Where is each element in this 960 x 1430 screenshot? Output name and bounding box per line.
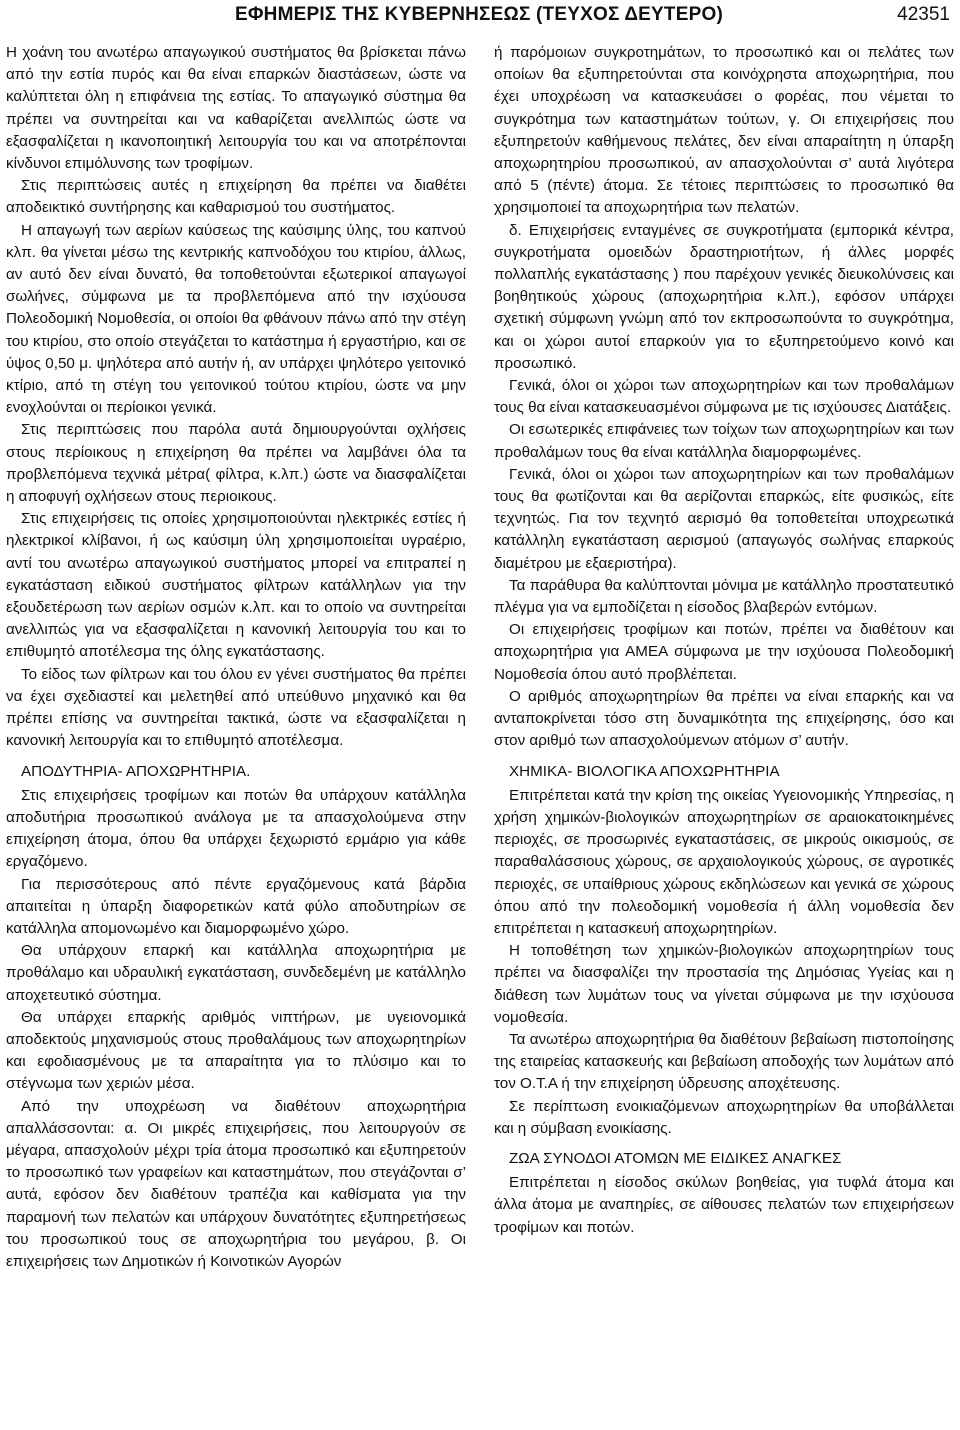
paragraph: Στις επιχειρήσεις τις οποίες χρησιμοποιούνται ηλεκτρικές εστίες ή ηλεκτρικοί κλίβανοι, ή ως καύσιμη ύλη χρησιμοποιείται υγραέριο, αντί του ανωτέρω απαγωγικού συστήματος μπορεί να επιτραπεί η εγκατάσταση ειδικού συστήματος φίλτρων κατάλληλων για την εξουδετέρωση των αερίων οσμών κ.λπ. και το οποίο να συντηρείται ανελλιπώς για να εξασφαλίζεται η κανονική λειτουργία του και το επιθυμητό αποτέλεσμα της όλης εγκατάστασης.: [6, 510, 466, 661]
left-column: [6, 42, 466, 1273]
paragraph: Η χοάνη του ανωτέρω απαγωγικού συστήματος θα βρίσκεται πάνω από την εστία πυρός και θα είναι επαρκών διαστάσεων, ώστε να καλύπτεται όλη η επιφάνεια της εστίας. Το απαγωγικό σύστημα θα πρέπει να συντηρείται και να καθαρίζεται ανελλιπώς ώστε να εξασφαλίζεται η ικανοποιητική λειτουργία του και να αποτρέπονται κίνδυνοι επιμόλυνσης των τροφίμων.: [6, 44, 466, 173]
section-heading: ΑΠΟΔΥΤΗΡΙΑ- ΑΠΟΧΩΡΗΤΗΡΙΑ.: [21, 762, 251, 780]
paragraph: Στις επιχειρήσεις τροφίμων και ποτών θα υπάρχουν κατάλληλα αποδυτήρια προσωπικού ανάλογα με τα απασχολούμενα στην επιχείρηση άτομα, όπου θα υπάρχει ξεχωριστό ερμάριο για κάθε εργαζόμενο.: [6, 786, 466, 871]
paragraph: Θα υπάρχει επαρκής αριθμός νιπτήρων, με υγειονομικά αποδεκτούς μηχανισμούς στους προθαλάμους των αποχωρητηρίων και εφοδιασμένους με τα απαραίτητα για το πλύσιμο και το στέγνωμα των χεριών μέσα.: [6, 1008, 466, 1093]
paragraph: Το είδος των φίλτρων και του όλου εν γένει συστήματος θα πρέπει να έχει σχεδιαστεί και μελετηθεί από υπεύθυνο μηχανικό και θα πρέπει επίσης να συντηρείται τακτικά, ώστε να εξασφαλίζεται η κανονική λειτουργία και το επιθυμητό αποτέλεσμα.: [6, 665, 466, 750]
section-heading: ΧΗΜΙΚΑ- ΒΙΟΛΟΓΙΚΑ ΑΠΟΧΩΡΗΤΗΡΙΑ: [509, 762, 780, 780]
paragraph: δ. Επιχειρήσεις ενταγμένες σε συγκροτήματα (εμπορικά κέντρα, συγκροτήματα ομοειδών δραστηριοτήτων, ή άλλες μορφές πολλαπλής εγκατάστασης ) που παρέχουν γενικές διευκολύνσεις και βοηθητικούς χώρους (αποχωρητήρια κ.λπ.), εφόσον υπάρχει σχετική σύμφωνη γνώμη από τον εκπροσωπούντα το συγκρότημα, και οι χώροι αυτοί επαρκούν για το εξυπηρετούμενο κοινό και προσωπικό.: [494, 221, 954, 372]
gazette-title: ΕΦΗΜΕΡΙΣ ΤΗΣ ΚΥΒΕΡΝΗΣΕΩΣ (ΤΕΥΧΟΣ ΔΕΥΤΕΡΟ): [235, 4, 723, 25]
paragraph: Επιτρέπεται κατά την κρίση της οικείας Υγειονομικής Υπηρεσίας, η χρήση χημικών-βιολογικών αποχωρητηρίων σε αραιοκατοικημένες περιοχές, σε προσωρινές εγκαταστάσεις, σε μικρούς οικισμούς, σε παραθαλάσσιους χώρους, σε αρχαιολογικούς χώρους, σε αγροτικές περιοχές, σε υπαίθριους χώρους εκδηλώσεων και γενικά σε χώρους όπου από την πολεοδομική νομοθεσία ή άλλη νομοθεσία δεν επιτρέπεται η κατασκευή αποχωρητηρίων.: [494, 786, 954, 937]
paragraph: Οι εσωτερικές επιφάνειες των τοίχων των αποχωρητηρίων και των προθαλάμων τους θα είναι κατάλληλα διαμορφωμένες.: [494, 421, 954, 461]
paragraph: Τα παράθυρα θα καλύπτονται μόνιμα με κατάλληλο προστατευτικό πλέγμα για να εμποδίζεται η είσοδος βλαβερών εντόμων.: [494, 576, 954, 617]
section-heading: ΖΩΑ ΣΥΝΟΔΟΙ ΑΤΟΜΩΝ ΜΕ ΕΙΔΙΚΕΣ ΑΝΑΓΚΕΣ: [509, 1149, 842, 1167]
paragraph: Στις περιπτώσεις που παρόλα αυτά δημιουργούνται οχλήσεις στους περίοικους η επιχείρηση θα πρέπει να λαμβάνει όλα τα προβλεπόμενα τεχνικά μέτρα( φίλτρα, κ.λπ.) ώστε να διασφαλίζεται η αποφυγή οχλήσεων στους περιοικους.: [6, 421, 466, 506]
paragraph: Σε περίπτωση ενοικιαζόμενων αποχωρητηρίων θα υποβάλλεται και η σύμβαση ενοικίασης.: [494, 1097, 954, 1137]
paragraph: Ο αριθμός αποχωρητηρίων θα πρέπει να είναι επαρκής και να ανταποκρίνεται τόσο στη δυναμικότητα της επιχείρησης, όσο και στον αριθμό των απασχολούμενων ατόμων σ’ αυτήν.: [494, 687, 954, 750]
page-header: [0, 0, 960, 34]
paragraph: Η απαγωγή των αερίων καύσεως της καύσιμης ύλης, του καπνού κλπ. θα γίνεται μέσω της κεντρικής καπνοδόχου του κτιρίου, άλλως, αν αυτό δεν είναι δυνατό, θα τοποθετούνται εξωτερικοί απαγωγοί σωλήνες, σύμφωνα με τα προβλεπόμενα από την ισχύουσα Πολεοδομική Νομοθεσία, οι οποίοι θα φθάνουν πάνω από την στέγη του κτιρίου, στο οποίο στεγάζεται το κατάστημα ή εργαστήριο, και σε ύψος 0,50 μ. ψηλότερα από αυτήν ή, αν υπάρχει ψηλότερο γειτονικό κτίριο, από τη στέγη του γειτονικού τούτου κτιρίου, ώστε να μην ενοχλούνται οι περίοικοι γενικά.: [6, 221, 466, 417]
paragraph: ή παρόμοιων συγκροτημάτων, το προσωπικό και οι πελάτες των οποίων θα εξυπηρετούνται στα κοινόχρηστα αποχωρητήρια, που έχει υποχρέωση να κατασκευάσει ο φορέας, που νέμεται το συγκρότημα των καταστημάτων τούτων, γ. Οι επιχειρήσεις που εξυπηρετούν καθήμενους πελάτες, δεν είναι απαραίτητη η ύπαρξη αποχωρητηρίου προσωπικού, αν απασχολούνται σ’ αυτά λιγότερα από 5 (πέντε) άτομα. Σε τέτοιες περιπτώσεις το προσωπικό θα χρησιμοποιεί τα αποχωρητήρια των πελατών.: [494, 44, 954, 217]
paragraph: Επιτρέπεται η είσοδος σκύλων βοηθείας, για τυφλά άτομα και άλλα άτομα με αναπηρίες, σε αίθουσες πελατών των επιχειρήσεων τροφίμων και ποτών.: [494, 1174, 954, 1236]
page-number: 42351: [897, 4, 950, 25]
paragraph: Τα ανωτέρω αποχωρητήρια θα διαθέτουν βεβαίωση πιστοποίησης της εταιρείας κατασκευής και βεβαίωση αποδοχής των λυμάτων από τον Ο.Τ.Α ή την επιχείρηση ύδρευσης αποχέτευσης.: [494, 1030, 954, 1093]
paragraph: Γενικά, όλοι οι χώροι των αποχωρητηρίων και των προθαλάμων τους θα είναι κατασκευασμένοι σύμφωνα με τις ισχύουσες Διατάξεις.: [494, 377, 954, 417]
paragraph: Από την υποχρέωση να διαθέτουν αποχωρητήρια απαλλάσσονται: α. Οι μικρές επιχειρήσεις, που λειτουργούν σε μέγαρα, απασχολούν μέχρι τρία άτομα προσωπικό και εξυπηρετούν το προσωπικό των γραφείων και καταστημάτων, που στεγάζονται σ’ αυτά, εφόσον δεν διαθέτουν τραπέζια και καθίσματα για την παραμονή των πελατών και υπάρχουν δυνατότητες εξυπηρετήσεως του προσωπικού τους σε αποχωρητήρια του μεγάρου, β. Οι επιχειρήσεις των Δημοτικών ή Κοινοτικών Αγορών: [6, 1097, 466, 1270]
paragraph: Για περισσότερους από πέντε εργαζόμενους κατά βάρδια απαιτείται η ύπαρξη διαφορετικών κατά φύλο αποδυτηρίων σε κατάλληλα απομονωμένο και διαμορφωμένο χώρο.: [6, 875, 466, 937]
paragraph: Η τοποθέτηση των χημικών-βιολογικών αποχωρητηρίων τους πρέπει να διασφαλίζει την προστασία της Δημόσιας Υγείας και η διάθεση των λυμάτων τους να γίνεται σύμφωνα με την ισχύουσα νομοθεσία.: [494, 942, 954, 1026]
paragraph: Θα υπάρχουν επαρκή και κατάλληλα αποχωρητήρια με προθάλαμο και υδραυλική εγκατάσταση, συνδεδεμένη με κατάλληλο αποχετευτικό σύστημα.: [6, 942, 466, 1004]
paragraph: Στις περιπτώσεις αυτές η επιχείρηση θα πρέπει να διαθέτει αποδεικτικό συντήρησης και καθαρισμού του συστήματος.: [6, 177, 466, 217]
right-column: [494, 42, 954, 1239]
paragraph: Οι επιχειρήσεις τροφίμων και ποτών, πρέπει να διαθέτουν και αποχωρητήρια για ΑΜΕΑ σύμφωνα με την ισχύουσα Πολεοδομική Νομοθεσία όπου αυτό προβλέπεται.: [494, 621, 954, 683]
paragraph: Γενικά, όλοι οι χώροι των αποχωρητηρίων και των προθαλάμων τους θα φωτίζονται και θα αερίζονται επαρκώς, είτε φυσικώς, είτε τεχνητώς. Για τον τεχνητό αερισμό θα τοποθετείται υποχρεωτικά κατάλληλη εγκατάσταση αερισμού (απαγωγός σωλήνας επαρκούς διαμέτρου με εξαεριστήρα).: [494, 465, 954, 572]
